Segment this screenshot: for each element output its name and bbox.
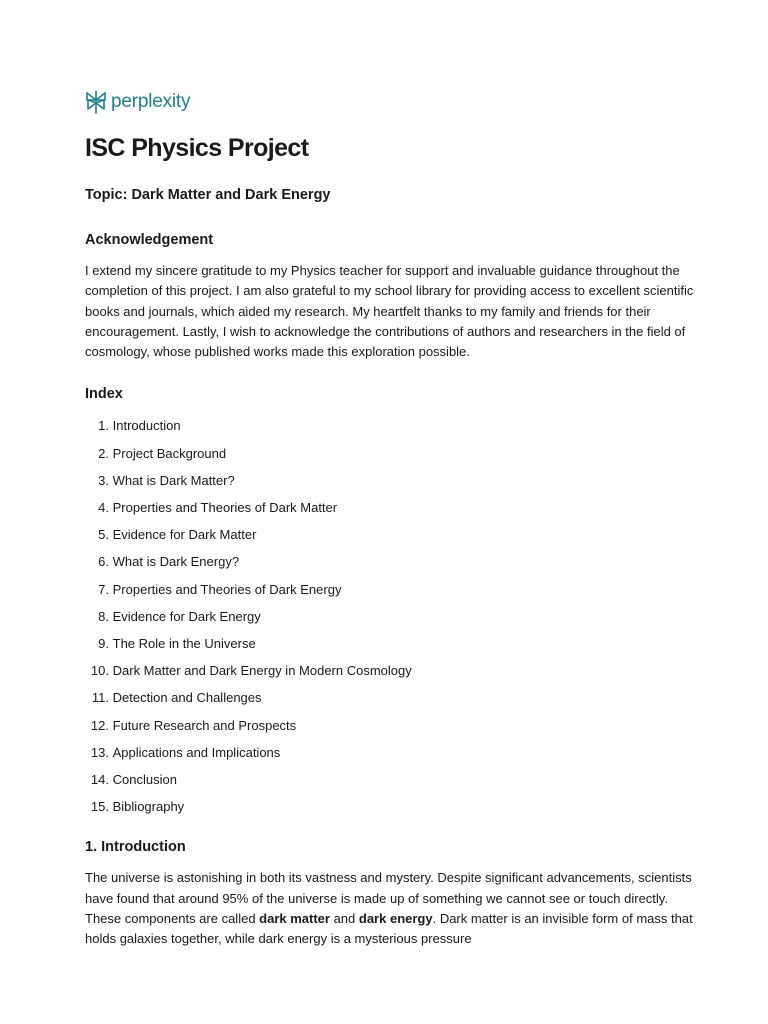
index-item-number: 9. bbox=[98, 635, 109, 651]
brand-header bbox=[85, 88, 695, 116]
brand-name: perplexity bbox=[111, 91, 191, 112]
index-item-label: Detection and Challenges bbox=[112, 690, 262, 706]
index-item-number: 15. bbox=[90, 799, 109, 815]
document-page bbox=[85, 88, 695, 949]
index-item-number: 4. bbox=[98, 500, 109, 516]
index-item-label: What is Dark Energy? bbox=[112, 554, 240, 570]
index-item bbox=[85, 603, 695, 630]
perplexity-logo-icon bbox=[85, 90, 107, 114]
term-dark-matter: dark matter bbox=[259, 910, 330, 926]
index-item-label: Introduction bbox=[112, 418, 181, 434]
term-dark-energy: dark energy bbox=[358, 910, 433, 926]
index-item-number: 7. bbox=[98, 581, 109, 597]
index-item-label: What is Dark Matter? bbox=[112, 472, 235, 488]
introduction-heading: 1. Introduction bbox=[85, 839, 186, 856]
index-item-number: 6. bbox=[98, 554, 109, 570]
index-item bbox=[85, 521, 695, 548]
index-item-label: The Role in the Universe bbox=[112, 635, 256, 651]
index-item bbox=[85, 412, 695, 439]
index-item-label: Bibliography bbox=[112, 799, 185, 815]
index-item-label: Conclusion bbox=[112, 771, 177, 787]
index-item-label: Evidence for Dark Matter bbox=[112, 527, 257, 543]
acknowledgement-heading: Acknowledgement bbox=[85, 232, 214, 248]
index-item-number: 2. bbox=[98, 445, 109, 461]
index-item-number: 5. bbox=[98, 527, 109, 543]
introduction-text-part: The universe is astonishing in both its vastness and mystery. Despite significant advancements, scientists have found that around 95% of the universe is made up of something we cannot see or touch directly. These components are called bbox=[85, 870, 692, 926]
index-item bbox=[85, 739, 695, 766]
index-heading: Index bbox=[85, 386, 123, 403]
index-item bbox=[85, 793, 695, 820]
topic-line: Topic: Dark Matter and Dark Energy bbox=[85, 187, 331, 203]
index-item bbox=[85, 657, 695, 684]
index-item-number: 1. bbox=[98, 418, 109, 434]
index-item bbox=[85, 548, 695, 575]
introduction-text-part: and bbox=[329, 910, 359, 926]
index-item bbox=[85, 766, 695, 793]
index-list bbox=[85, 412, 695, 820]
index-item bbox=[85, 494, 695, 521]
index-item-label: Future Research and Prospects bbox=[112, 717, 297, 733]
index-item bbox=[85, 712, 695, 739]
index-item-number: 3. bbox=[98, 472, 109, 488]
index-item-number: 10. bbox=[90, 663, 109, 679]
index-item-number: 8. bbox=[98, 608, 109, 624]
introduction-text-part: . Dark matter is an invisible form of mass that holds galaxies together, while dark energy is a mysterious pressure bbox=[85, 910, 693, 947]
index-item-label: Evidence for Dark Energy bbox=[112, 608, 261, 624]
index-item-number: 13. bbox=[90, 744, 109, 760]
introduction-text bbox=[85, 868, 695, 949]
index-item-number: 11. bbox=[91, 690, 109, 706]
index-item bbox=[85, 467, 695, 494]
index-item-label: Applications and Implications bbox=[112, 744, 281, 760]
index-item bbox=[85, 630, 695, 657]
index-item-label: Properties and Theories of Dark Energy bbox=[112, 581, 342, 597]
index-item bbox=[85, 684, 695, 711]
index-item-number: 14. bbox=[90, 771, 109, 787]
page-title: ISC Physics Project bbox=[85, 134, 309, 162]
index-item bbox=[85, 576, 695, 603]
index-item-label: Project Background bbox=[112, 445, 227, 461]
index-item-label: Dark Matter and Dark Energy in Modern Cosmology bbox=[112, 663, 412, 679]
index-item-label: Properties and Theories of Dark Matter bbox=[112, 500, 338, 516]
index-item-number: 12. bbox=[90, 717, 109, 733]
index-item bbox=[85, 440, 695, 467]
acknowledgement-text: I extend my sincere gratitude to my Physics teacher for support and invaluable guidance throughout the completion of this project. I am also grateful to my school library for providing access to excellent scientific books and journals, which aided my research. My heartfelt thanks to my family and friends for their encouragement. Lastly, I wish to acknowledge the contributions of authors and researchers in the field of cosmology, whose published works made this exploration possible. bbox=[85, 263, 694, 360]
